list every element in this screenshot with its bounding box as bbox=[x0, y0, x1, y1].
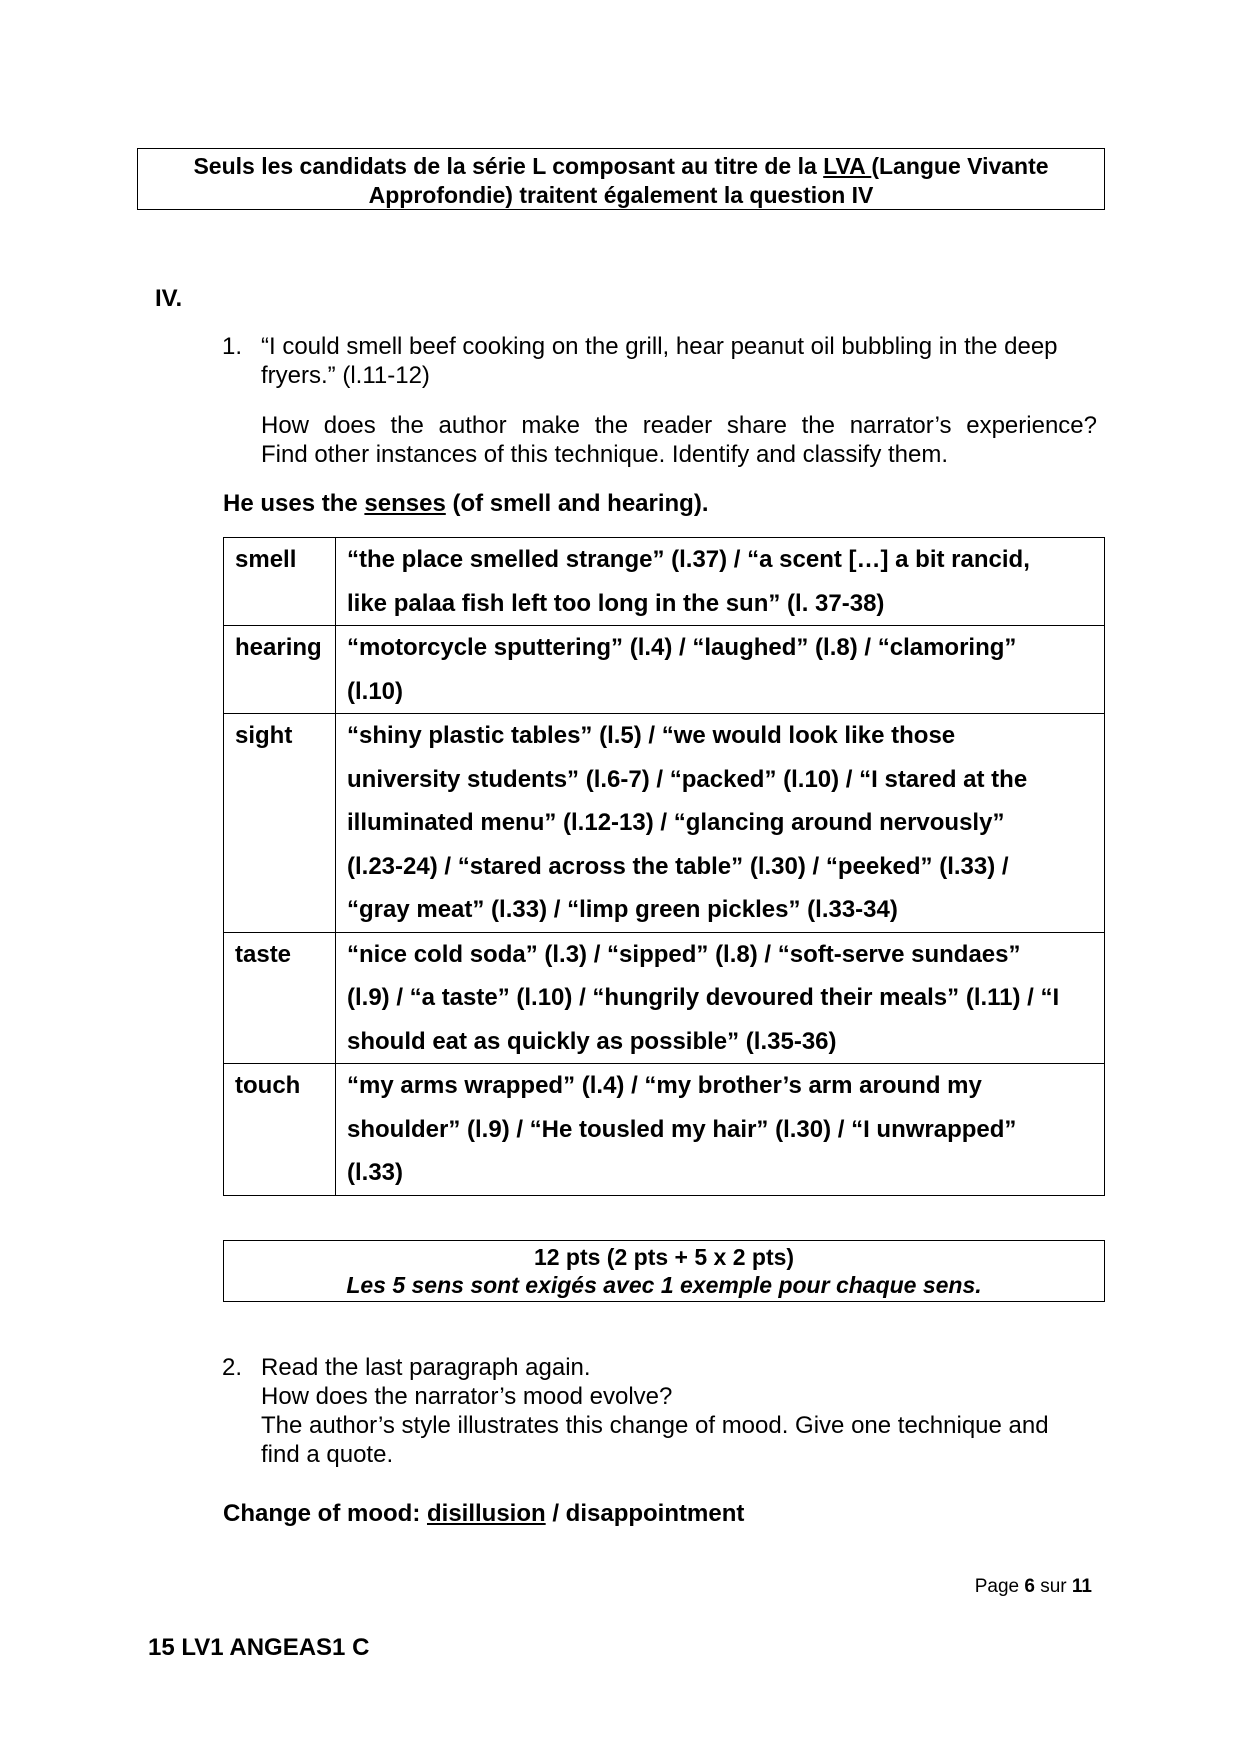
quote-line: (l.33) bbox=[347, 1159, 404, 1186]
sense-name: touch bbox=[224, 1064, 336, 1196]
quote-line: (l.23-24) / “stared across the table” (l.30) / “peeked” (l.33) / bbox=[347, 852, 1009, 880]
quote-line: “motorcycle sputtering” (l.4) / “laughed” (l.8) / “clamoring” bbox=[347, 634, 1017, 661]
sense-quotes bbox=[336, 538, 1105, 626]
sense-name: hearing bbox=[224, 626, 336, 714]
sense-quotes bbox=[336, 714, 1105, 933]
sense-quotes bbox=[336, 626, 1105, 714]
points-line: 12 pts (2 pts + 5 x 2 pts) bbox=[533, 1244, 795, 1270]
page-number: Page 6 sur 11 bbox=[974, 1576, 1092, 1597]
sense-quotes bbox=[336, 932, 1105, 1064]
quote-line: should eat as quickly as possible” (l.35-36) bbox=[347, 1027, 837, 1055]
lva-notice-box bbox=[137, 148, 1105, 210]
section-label: IV. bbox=[155, 285, 183, 312]
sense-name: sight bbox=[224, 714, 336, 933]
quote-line: like palaa fish left too long in the sun” (l. 37-38) bbox=[347, 589, 885, 617]
answer2: Change of mood: disillusion / disappointment bbox=[223, 1500, 745, 1527]
points-box bbox=[223, 1240, 1105, 1302]
lva-notice-line2: Approfondie) traitent également la question IV bbox=[368, 182, 874, 208]
lva-notice-line1: Seuls les candidats de la série L composant au titre de la LVA (Langue Vivante bbox=[193, 153, 1049, 179]
answer1-underlined: senses bbox=[364, 490, 446, 517]
quote-line: illuminated menu” (l.12-13) / “glancing around nervously” bbox=[347, 809, 1005, 836]
question1-prompt: How does the author make the reader share the narrator’s experience? Find other instances of this technique. Identify and classify them. bbox=[261, 412, 1097, 468]
points-requirement: Les 5 sens sont exigés avec 1 exemple pour chaque sens. bbox=[346, 1272, 982, 1298]
senses-row-sight bbox=[224, 714, 1105, 933]
lva-underlined: LVA bbox=[823, 153, 872, 179]
answer2-underlined: disillusion bbox=[426, 1500, 546, 1527]
senses-row-hearing bbox=[224, 626, 1105, 714]
question1-number: 1. bbox=[222, 333, 243, 360]
sense-name: taste bbox=[224, 932, 336, 1064]
senses-table-body bbox=[224, 538, 1105, 1196]
quote-line: (l.9) / “a taste” (l.10) / “hungrily devoured their meals” (l.11) / “I bbox=[347, 984, 1060, 1011]
quote-line: shoulder” (l.9) / “He tousled my hair” (l.30) / “I unwrapped” bbox=[347, 1115, 1017, 1143]
question1-quote: “I could smell beef cooking on the grill, hear peanut oil bubbling in the deep fryers.” (l.11-12) bbox=[261, 333, 1058, 389]
senses-row-touch bbox=[224, 1064, 1105, 1196]
exam-code: 15 LV1 ANGEAS1 C bbox=[148, 1634, 370, 1661]
quote-line: “the place smelled strange” (l.37) / “a scent […] a bit rancid, bbox=[347, 546, 1030, 573]
senses-row-taste bbox=[224, 932, 1105, 1064]
answer1: He uses the senses (of smell and hearing). bbox=[223, 490, 709, 517]
quote-line: (l.10) bbox=[347, 677, 404, 705]
sense-quotes bbox=[336, 1064, 1105, 1196]
sense-name: smell bbox=[224, 538, 336, 626]
question2-text: Read the last paragraph again. How does the narrator’s mood evolve? The author’s style illustrates this change of mood. Give one technique and find a quote. bbox=[261, 1354, 1049, 1468]
question2-number: 2. bbox=[222, 1354, 243, 1381]
senses-table bbox=[223, 537, 1105, 1196]
quote-line: “gray meat” (l.33) / “limp green pickles” (l.33-34) bbox=[347, 896, 898, 923]
senses-row-smell bbox=[224, 538, 1105, 626]
quote-line: “nice cold soda” (l.3) / “sipped” (l.8) / “soft-serve sundaes” bbox=[347, 940, 1021, 968]
quote-line: “my arms wrapped” (l.4) / “my brother’s arm around my bbox=[347, 1072, 982, 1099]
quote-line: “shiny plastic tables” (l.5) / “we would look like those bbox=[347, 722, 956, 749]
quote-line: university students” (l.6-7) / “packed” (l.10) / “I stared at the bbox=[347, 765, 1028, 793]
